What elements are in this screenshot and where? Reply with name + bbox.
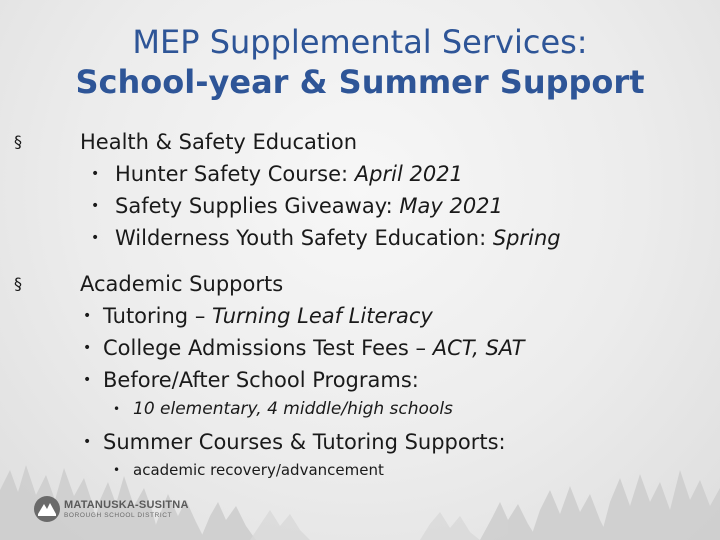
list-item: • Wilderness Youth Safety Education: Spring [115, 222, 561, 254]
bullet-dot-icon: • [113, 402, 121, 416]
bullet-dot-icon: • [91, 230, 100, 246]
title-line-2: School-year & Summer Support [75, 63, 645, 101]
section-health [14, 126, 561, 254]
list-item: • Hunter Safety Course: April 2021 [115, 158, 561, 190]
bullet-dot-icon: • [83, 434, 92, 450]
logo-subtitle: BOROUGH SCHOOL DISTRICT [64, 512, 173, 519]
bullet-dot-icon: • [83, 372, 92, 388]
bullet-dot-icon: • [83, 340, 92, 356]
list-item: • Tutoring – Turning Leaf Literacy [103, 300, 524, 332]
bullet-dot-icon: • [91, 198, 100, 214]
section-heading: Health & Safety Education [80, 130, 358, 154]
list-item: • Summer Courses & Tutoring Supports: [103, 426, 524, 458]
section-bullet-icon: § [14, 132, 22, 151]
slide-title [0, 22, 720, 102]
bullet-dot-icon: • [113, 463, 121, 477]
logo-name: MATANUSKA-SUSITNA [64, 499, 189, 511]
district-logo-icon [32, 494, 62, 524]
list-item: • College Admissions Test Fees – ACT, SAT [103, 332, 524, 364]
title-line-1: MEP Supplemental Services: [132, 23, 588, 61]
tree-silhouette-decoration [0, 430, 720, 540]
bullet-dot-icon: • [91, 166, 100, 182]
section-bullet-icon: § [14, 274, 22, 293]
list-item: • Before/After School Programs: [103, 364, 524, 396]
list-subitem: • 10 elementary, 4 middle/high schools [133, 396, 554, 422]
list-item: • Safety Supplies Giveaway: May 2021 [115, 190, 561, 222]
list-subitem: • academic recovery/advancement [133, 458, 554, 482]
section-heading: Academic Supports [80, 272, 284, 296]
bullet-dot-icon: • [83, 308, 92, 324]
